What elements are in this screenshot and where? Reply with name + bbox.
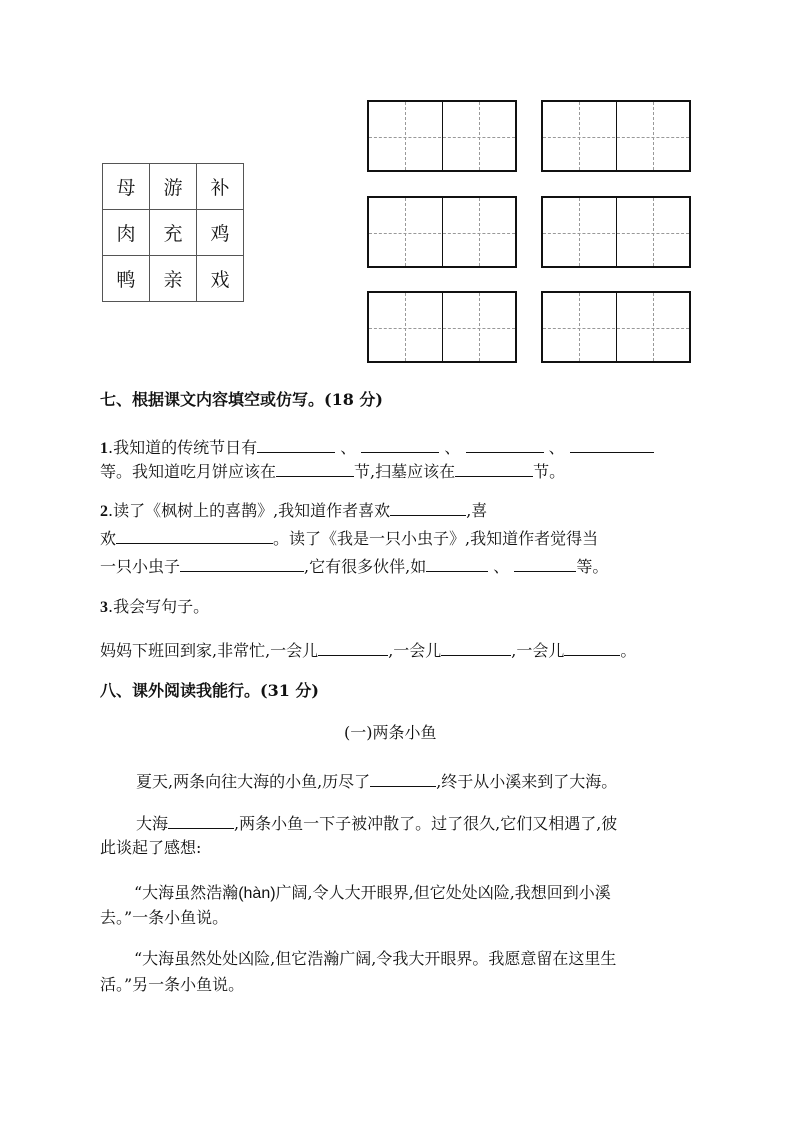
para-text: ,终于从小溪来到了大海。 xyxy=(436,772,618,791)
pinyin: (hàn) xyxy=(238,885,276,902)
blank[interactable] xyxy=(455,461,533,477)
sep: 、 xyxy=(340,438,357,457)
writing-box[interactable] xyxy=(367,196,517,268)
q2-text: ,它有很多伙伴,如 xyxy=(304,557,427,576)
para-text: 广阔,令人大开眼界,但它处处凶险,我想回到小溪 xyxy=(275,883,611,902)
q2-text: .读了《枫树上的喜鹊》,我知道作者喜欢 xyxy=(108,501,391,520)
q3-text: ,一会儿 xyxy=(511,641,565,660)
character-grid xyxy=(102,163,244,302)
char-cell: 鸭 xyxy=(103,256,150,302)
q2-text: 。读了《我是一只小虫子》,我知道作者觉得当 xyxy=(273,529,599,548)
char-cell: 鸡 xyxy=(197,210,244,256)
section-8-title: 八、课外阅读我能行。(31 分) xyxy=(100,681,319,700)
para-2-cont: 此谈起了感想: xyxy=(100,838,202,857)
blank[interactable] xyxy=(466,437,544,453)
blank[interactable] xyxy=(257,437,335,453)
q2-line2 xyxy=(100,528,598,549)
q3-line2 xyxy=(100,640,636,661)
writing-box[interactable] xyxy=(541,100,691,172)
para-3-cont: 去。”一条小鱼说。 xyxy=(100,908,229,927)
para-2 xyxy=(136,813,617,834)
char-cell: 戏 xyxy=(197,256,244,302)
para-1 xyxy=(136,771,617,792)
para-text: 夏天,两条向往大海的小鱼,历尽了 xyxy=(136,772,371,791)
passage-title: (一)两条小鱼 xyxy=(344,723,437,742)
blank[interactable] xyxy=(318,640,388,656)
q3-text: .我会写句子。 xyxy=(108,597,210,616)
q2-text: ,喜 xyxy=(466,501,488,520)
q2-text: 欢 xyxy=(100,529,117,548)
blank[interactable] xyxy=(370,771,436,787)
char-cell: 补 xyxy=(197,164,244,210)
blank[interactable] xyxy=(426,556,488,572)
blank[interactable] xyxy=(570,437,654,453)
q3-text: ,一会儿 xyxy=(388,641,442,660)
char-cell: 母 xyxy=(103,164,150,210)
blank[interactable] xyxy=(361,437,439,453)
q1-line1 xyxy=(100,437,654,459)
q2-line3 xyxy=(100,556,608,577)
blank[interactable] xyxy=(514,556,576,572)
q3-text: 。 xyxy=(620,641,637,660)
q2-number: 2 xyxy=(100,503,108,520)
writing-box[interactable] xyxy=(541,196,691,268)
blank[interactable] xyxy=(116,528,273,544)
q2-text: 等。 xyxy=(576,557,609,576)
writing-box[interactable] xyxy=(367,100,517,172)
q1-number: 1 xyxy=(100,440,108,457)
blank[interactable] xyxy=(168,813,234,829)
para-text: 大海 xyxy=(136,814,169,833)
q1-line2 xyxy=(100,461,565,482)
q3-number: 3 xyxy=(100,599,108,616)
section-7-title: 七、根据课文内容填空或仿写。(18 分) xyxy=(100,390,383,409)
para-3 xyxy=(134,883,611,904)
sep: 、 xyxy=(444,438,461,457)
sep: 、 xyxy=(548,438,565,457)
q1-text: 节。 xyxy=(533,462,566,481)
blank[interactable] xyxy=(180,556,304,572)
writing-box[interactable] xyxy=(541,291,691,363)
blank[interactable] xyxy=(441,640,511,656)
para-text: “大海虽然浩瀚 xyxy=(134,883,239,902)
char-cell: 肉 xyxy=(103,210,150,256)
q1-text: .我知道的传统节日有 xyxy=(108,438,258,457)
q2-line1 xyxy=(100,500,487,522)
q2-text: 一只小虫子 xyxy=(100,557,181,576)
para-text: ,两条小鱼一下子被冲散了。过了很久,它们又相遇了,彼 xyxy=(234,814,618,833)
blank[interactable] xyxy=(276,461,354,477)
q1-text: 节,扫墓应该在 xyxy=(354,462,456,481)
writing-box[interactable] xyxy=(367,291,517,363)
char-cell: 游 xyxy=(150,164,197,210)
char-cell: 亲 xyxy=(150,256,197,302)
para-4: “大海虽然处处凶险,但它浩瀚广阔,令我大开眼界。我愿意留在这里生 xyxy=(134,949,617,968)
char-cell: 充 xyxy=(150,210,197,256)
para-4-cont: 活。”另一条小鱼说。 xyxy=(100,975,245,994)
q3-text: 妈妈下班回到家,非常忙,一会儿 xyxy=(100,641,319,660)
blank[interactable] xyxy=(390,500,466,516)
q3-line1 xyxy=(100,597,209,618)
sep: 、 xyxy=(493,557,510,576)
blank[interactable] xyxy=(564,640,620,656)
q1-text: 等。我知道吃月饼应该在 xyxy=(100,462,277,481)
